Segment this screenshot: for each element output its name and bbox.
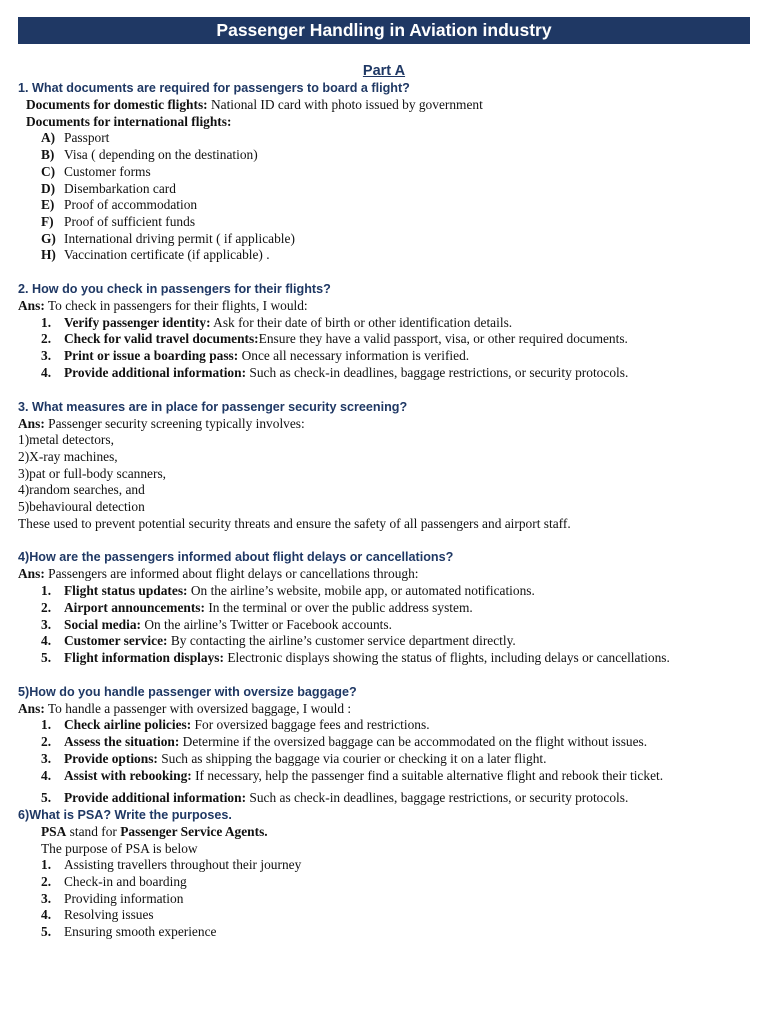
list-item: H) Vaccination certificate (if applicable) . xyxy=(41,247,270,263)
list-item: 1. Flight status updates: On the airline’s website, mobile app, or automated notifications. xyxy=(41,583,535,599)
domestic-text: National ID card with photo issued by government xyxy=(207,97,483,112)
list-item: 1)metal detectors, xyxy=(18,432,114,448)
psa-purpose-intro: The purpose of PSA is below xyxy=(41,840,198,856)
list-item: A) Passport xyxy=(41,130,110,146)
list-item: 1. Check airline policies: For oversized baggage fees and restrictions. xyxy=(41,717,430,733)
domestic-label: Documents for domestic flights: xyxy=(26,97,208,112)
title-banner: Passenger Handling in Aviation industry xyxy=(18,17,750,44)
question-1: 1. What documents are required for passengers to board a flight? xyxy=(18,81,410,95)
psa-definition: PSA stand for Passenger Service Agents. xyxy=(41,823,268,839)
list-item: 1. Verify passenger identity: Ask for their date of birth or other identification details. xyxy=(41,314,513,330)
q1-list xyxy=(18,130,750,264)
list-item: 2)X-ray machines, xyxy=(18,448,118,464)
list-item: 2. Check-in and boarding xyxy=(41,874,187,890)
domestic-docs xyxy=(18,97,750,114)
list-item: D) Disembarkation card xyxy=(41,180,176,196)
q4-answer: Ans: Passengers are informed about flight delays or cancellations through: xyxy=(18,566,419,582)
question-4: 4)How are the passengers informed about flight delays or cancellations? xyxy=(18,550,454,565)
part-heading: Part A xyxy=(362,63,406,79)
question-2: 2. How do you check in passengers for their flights? xyxy=(18,282,331,297)
list-item: 4. Provide additional information: Such as check-in deadlines, baggage restrictions, or security protocols. xyxy=(41,364,629,380)
list-item: 3. Providing information xyxy=(41,890,184,906)
list-item: 5. Flight information displays: Electronic displays showing the status of flights, including delays or cancellations. xyxy=(41,649,670,665)
list-item: 4. Resolving issues xyxy=(41,907,154,923)
document-body xyxy=(18,62,750,941)
list-item: 2. Airport announcements: In the terminal or over the public address system. xyxy=(41,599,473,615)
list-item: 3. Social media: On the airline’s Twitter or Facebook accounts. xyxy=(41,616,392,632)
list-item: 5. Provide additional information: Such as check-in deadlines, baggage restrictions, or security protocols. xyxy=(41,790,629,806)
list-item: 4. Customer service: By contacting the airline’s customer service department directly. xyxy=(41,633,516,649)
q5-list xyxy=(18,717,750,807)
list-item: 5. Ensuring smooth experience xyxy=(41,924,217,940)
list-item: 1. Assisting travellers throughout their journey xyxy=(41,857,302,873)
q2-answer: Ans: To check in passengers for their flights, I would: xyxy=(18,298,308,314)
question-3: 3. What measures are in place for passenger security screening? xyxy=(18,399,408,414)
q2-list xyxy=(18,315,750,382)
q4-list xyxy=(18,583,750,667)
list-item: 2. Assess the situation: Determine if the oversized baggage can be accommodated on the flight without issues. xyxy=(41,734,648,750)
q3-answer: Ans: Passenger security screening typically involves: xyxy=(18,415,305,431)
list-item: 5)behavioural detection xyxy=(18,499,145,515)
list-item: 4)random searches, and xyxy=(18,482,145,498)
list-item: G) International driving permit ( if applicable) xyxy=(41,230,295,246)
list-item: 3. Print or issue a boarding pass: Once all necessary information is verified. xyxy=(41,348,470,364)
list-item: C) Customer forms xyxy=(41,163,151,179)
q5-answer: Ans: To handle a passenger with oversized baggage, I would : xyxy=(18,700,352,716)
list-item: 3. Provide options: Such as shipping the baggage via courier or checking it on a later flight. xyxy=(41,750,547,766)
list-item: B) Visa ( depending on the destination) xyxy=(41,147,258,163)
list-item: 4. Assist with rebooking: If necessary, help the passenger find a suitable alternative flight and rebook their ticket. xyxy=(41,767,664,783)
list-item: F) Proof of sufficient funds xyxy=(41,213,196,229)
list-item: 2. Check for valid travel documents:Ensure they have a valid passport, visa, or other required documents. xyxy=(41,331,628,347)
list-item: E) Proof of accommodation xyxy=(41,197,198,213)
q3-closing: These used to prevent potential security threats and ensure the safety of all passengers and airport staff. xyxy=(18,515,571,531)
list-item: 3)pat or full-body scanners, xyxy=(18,465,166,481)
question-5: 5)How do you handle passenger with oversize baggage? xyxy=(18,684,357,699)
q6-list xyxy=(18,857,750,941)
international-label: Documents for international flights: xyxy=(26,113,232,129)
question-6: 6)What is PSA? Write the purposes. xyxy=(18,807,232,822)
